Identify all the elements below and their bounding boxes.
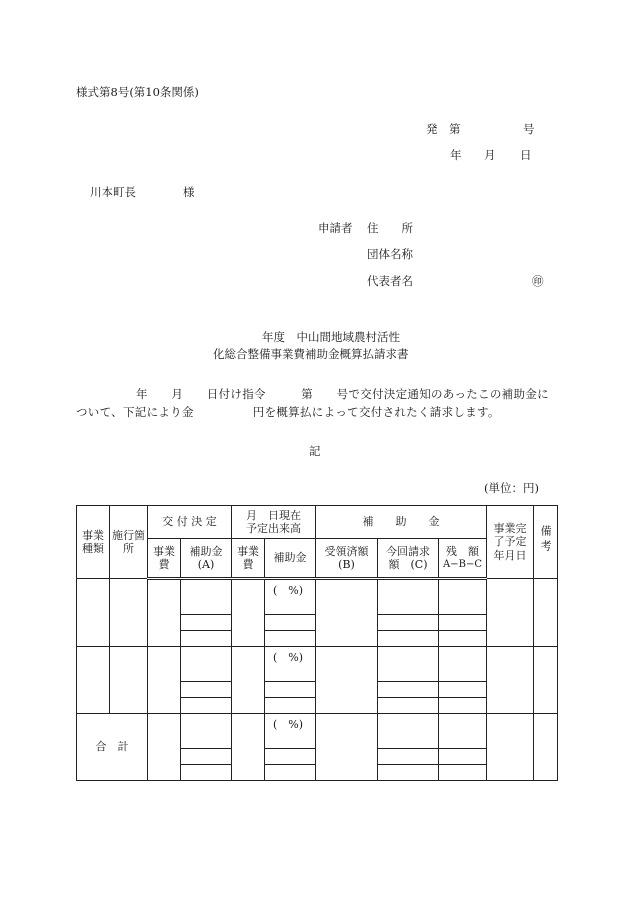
ki-heading: 記	[309, 444, 321, 458]
addressee-honorific: 様	[183, 185, 195, 199]
header-subsidy: 補 助 金	[316, 506, 487, 539]
cell-current[interactable]	[378, 615, 439, 631]
issue-number-prefix: 発 第	[426, 122, 461, 136]
header-completion-line1: 事業完	[493, 522, 527, 536]
cell-total-decision-subsidy[interactable]	[181, 714, 232, 749]
header-subsidy-a-line1: 補助金	[189, 544, 223, 558]
cell-received[interactable]	[316, 647, 378, 714]
cell-remarks[interactable]	[534, 647, 558, 714]
subsidy-table	[76, 505, 558, 781]
cell-total-progress-cost[interactable]	[232, 714, 265, 781]
cell-balance[interactable]	[439, 682, 487, 698]
header-current	[378, 539, 439, 579]
header-balance	[439, 539, 487, 579]
cell-progress-subsidy[interactable]	[265, 698, 316, 714]
cell-total-current[interactable]	[378, 749, 439, 765]
header-cost-2: 事業費	[232, 539, 265, 579]
total-label: 合 計	[77, 714, 148, 781]
header-received-line2: (B)	[338, 558, 355, 571]
header-subsidy-a-line2: (A)	[197, 558, 215, 571]
cell-total-balance[interactable]	[439, 765, 487, 781]
unit-label: (単位：円)	[484, 481, 539, 495]
date-day: 日	[520, 148, 532, 162]
cell-total-balance[interactable]	[439, 714, 487, 749]
cell-decision-subsidy[interactable]	[181, 682, 232, 698]
body-line-2: ついて、下記により金 円を概算払によって交付されたく請求します。	[76, 405, 500, 419]
cell-total-progress-percent: ( %)	[265, 714, 316, 749]
cell-balance[interactable]	[439, 647, 487, 682]
cell-decision-cost[interactable]	[148, 647, 181, 714]
cell-location[interactable]	[110, 647, 148, 714]
cell-decision-subsidy[interactable]	[181, 647, 232, 682]
header-subsidy-a	[181, 539, 232, 579]
cell-total-progress-subsidy[interactable]	[265, 765, 316, 781]
header-completion-line2: 了予定	[493, 535, 527, 549]
header-cost: 事業費	[148, 539, 181, 579]
date-month: 月	[484, 148, 496, 162]
header-remarks	[534, 506, 558, 579]
cell-decision-subsidy[interactable]	[181, 615, 232, 631]
cell-balance[interactable]	[439, 698, 487, 714]
cell-total-current[interactable]	[378, 765, 439, 781]
cell-total-decision-subsidy[interactable]	[181, 765, 232, 781]
cell-balance[interactable]	[439, 579, 487, 615]
cell-total-decision-cost[interactable]	[148, 714, 181, 781]
header-current-line1: 今回請求	[386, 544, 430, 558]
cell-progress-subsidy[interactable]	[265, 631, 316, 647]
header-location: 施行箇所	[110, 506, 148, 579]
cell-total-balance[interactable]	[439, 749, 487, 765]
header-received-line1: 受領済額	[324, 544, 369, 558]
header-current-line2: 額 (C)	[388, 558, 428, 571]
cell-current[interactable]	[378, 579, 439, 615]
address-label: 住 所	[367, 221, 413, 235]
cell-progress-subsidy[interactable]	[265, 682, 316, 698]
cell-progress-percent: ( %)	[265, 647, 316, 682]
cell-total-remarks[interactable]	[534, 714, 558, 781]
organization-label: 団体名称	[367, 247, 413, 261]
cell-current[interactable]	[378, 631, 439, 647]
body-line-1: 年 月 日付け指令 第 号で交付決定通知のあったこの補助金に	[136, 387, 549, 401]
cell-total-progress-subsidy[interactable]	[265, 749, 316, 765]
form-label: 様式第8号(第10条関係)	[76, 85, 199, 99]
header-project-type: 事業種類	[77, 506, 110, 579]
cell-balance[interactable]	[439, 615, 487, 631]
cell-current[interactable]	[378, 647, 439, 682]
cell-project-type[interactable]	[77, 647, 110, 714]
cell-total-received[interactable]	[316, 714, 378, 781]
header-received	[316, 539, 378, 579]
title-line-1: 年度 中山間地域農村活性	[262, 330, 400, 344]
header-progress-line2: 予定出来高	[246, 522, 301, 535]
applicant-label: 申請者	[318, 221, 353, 235]
cell-progress-cost[interactable]	[232, 647, 265, 714]
addressee-name: 川本町長	[90, 185, 136, 199]
header-grant-decision: 交 付 決 定	[148, 506, 232, 539]
date-year: 年	[450, 148, 462, 162]
cell-progress-cost[interactable]	[232, 579, 265, 647]
header-subsidy-2: 補助金	[265, 539, 316, 579]
header-balance-line1: 残 額	[446, 545, 479, 559]
header-remarks-label: 備考	[539, 525, 553, 556]
header-progress-line1: 月 日現在	[246, 508, 301, 522]
header-completion-line3: 年月日	[493, 548, 527, 562]
cell-project-type[interactable]	[77, 579, 110, 647]
cell-balance[interactable]	[439, 631, 487, 647]
cell-current[interactable]	[378, 682, 439, 698]
header-completion	[487, 506, 534, 579]
cell-current[interactable]	[378, 698, 439, 714]
cell-total-decision-subsidy[interactable]	[181, 749, 232, 765]
representative-label: 代表者名	[367, 274, 413, 288]
cell-progress-subsidy[interactable]	[265, 615, 316, 631]
cell-decision-subsidy[interactable]	[181, 579, 232, 615]
cell-progress-percent: ( %)	[265, 579, 316, 615]
issue-number-suffix: 号	[523, 122, 535, 136]
title-line-2: 化総合整備事業費補助金概算払請求書	[213, 347, 409, 361]
header-balance-line2: A−B−C	[443, 558, 482, 570]
cell-decision-subsidy[interactable]	[181, 631, 232, 647]
cell-location[interactable]	[110, 579, 148, 647]
cell-total-current[interactable]	[378, 714, 439, 749]
cell-remarks[interactable]	[534, 579, 558, 647]
cell-completion[interactable]	[487, 647, 534, 714]
header-progress	[232, 506, 316, 539]
cell-decision-cost[interactable]	[148, 579, 181, 647]
cell-total-completion[interactable]	[487, 714, 534, 781]
cell-completion[interactable]	[487, 579, 534, 647]
cell-received[interactable]	[316, 579, 378, 647]
seal-mark: ㊞	[532, 274, 544, 288]
cell-decision-subsidy[interactable]	[181, 698, 232, 714]
